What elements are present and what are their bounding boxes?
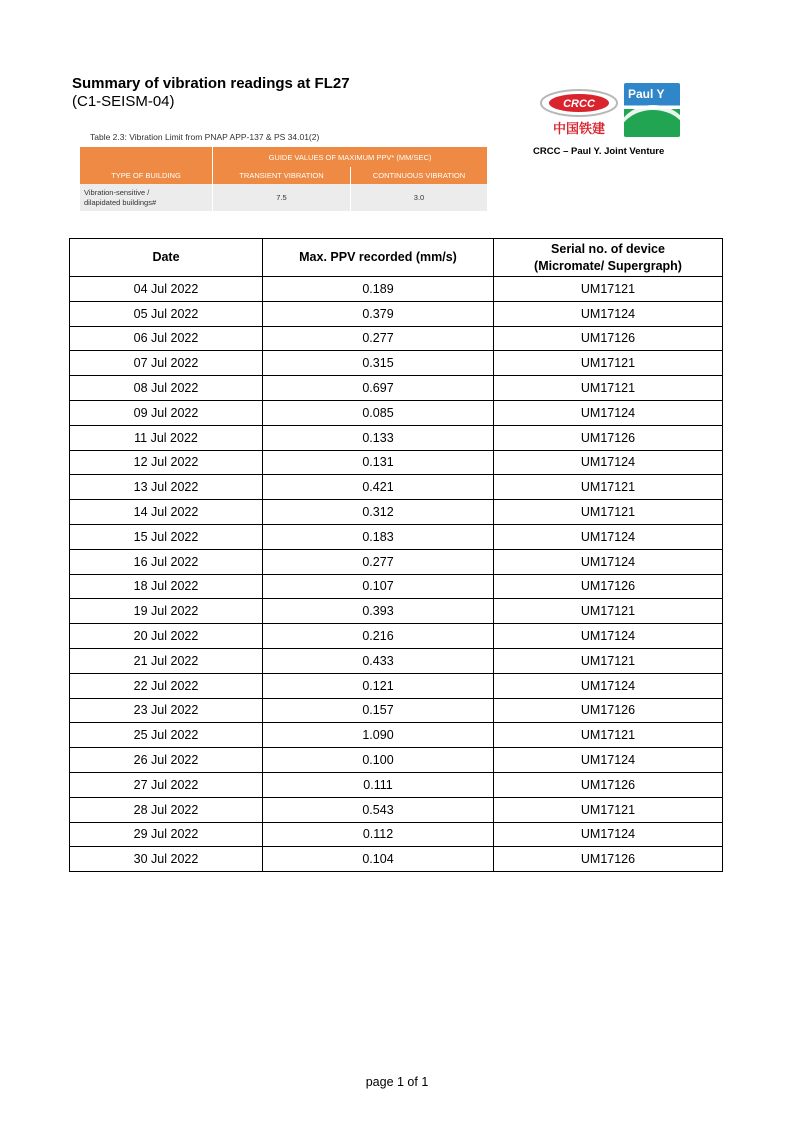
date-cell: 14 Jul 2022	[70, 500, 263, 525]
date-cell: 16 Jul 2022	[70, 549, 263, 574]
serial-cell: UM17124	[494, 549, 723, 574]
serial-cell: UM17121	[494, 475, 723, 500]
logo-block	[536, 83, 682, 139]
serial-cell: UM17121	[494, 500, 723, 525]
vibration-limit-table	[80, 147, 487, 211]
serial-cell: UM17124	[494, 400, 723, 425]
date-cell: 27 Jul 2022	[70, 772, 263, 797]
date-cell: 26 Jul 2022	[70, 748, 263, 773]
page-number: page 1 of 1	[365, 1075, 429, 1089]
date-cell: 20 Jul 2022	[70, 624, 263, 649]
date-cell: 09 Jul 2022	[70, 400, 263, 425]
table-row	[70, 376, 723, 401]
column-header-serial	[494, 239, 723, 277]
table-row	[70, 797, 723, 822]
building-type-line1: Vibration-sensitive /	[84, 187, 150, 197]
serial-header-line2: (Micromate/ Supergraph)	[534, 258, 682, 273]
document-subtitle: (C1-SEISM-04)	[72, 93, 175, 110]
ppv-cell: 0.393	[263, 599, 494, 624]
table-row	[70, 277, 723, 302]
serial-cell: UM17126	[494, 772, 723, 797]
serial-cell: UM17121	[494, 797, 723, 822]
date-cell: 04 Jul 2022	[70, 277, 263, 302]
date-cell: 23 Jul 2022	[70, 698, 263, 723]
date-cell: 07 Jul 2022	[70, 351, 263, 376]
serial-cell: UM17124	[494, 450, 723, 475]
ppv-cell: 0.277	[263, 549, 494, 574]
column-header-ppv: Max. PPV recorded (mm/s)	[263, 239, 494, 277]
crcc-chinese-name: 中国铁建	[552, 122, 606, 137]
ppv-cell: 0.216	[263, 624, 494, 649]
serial-cell: UM17124	[494, 624, 723, 649]
date-cell: 19 Jul 2022	[70, 599, 263, 624]
ppv-cell: 0.100	[263, 748, 494, 773]
serial-cell: UM17124	[494, 822, 723, 847]
ppv-cell: 0.312	[263, 500, 494, 525]
table-row	[70, 425, 723, 450]
date-cell: 11 Jul 2022	[70, 425, 263, 450]
ppv-cell: 0.157	[263, 698, 494, 723]
serial-cell: UM17126	[494, 847, 723, 872]
serial-cell: UM17121	[494, 723, 723, 748]
crcc-logo-text: CRCC	[563, 98, 595, 110]
serial-cell: UM17124	[494, 673, 723, 698]
ppv-cell: 0.111	[263, 772, 494, 797]
ppv-cell: 0.379	[263, 301, 494, 326]
table-row	[70, 326, 723, 351]
ppv-cell: 0.107	[263, 574, 494, 599]
serial-cell: UM17121	[494, 351, 723, 376]
table-row	[70, 772, 723, 797]
joint-venture-label: CRCC – Paul Y. Joint Venture	[533, 146, 665, 157]
serial-cell: UM17124	[494, 524, 723, 549]
ppv-cell: 0.183	[263, 524, 494, 549]
date-cell: 05 Jul 2022	[70, 301, 263, 326]
date-cell: 15 Jul 2022	[70, 524, 263, 549]
vibration-readings-table	[69, 238, 723, 872]
ppv-cell: 0.112	[263, 822, 494, 847]
table-row	[70, 450, 723, 475]
serial-cell: UM17126	[494, 326, 723, 351]
table-row	[70, 847, 723, 872]
ppv-cell: 0.121	[263, 673, 494, 698]
building-type-cell	[80, 184, 213, 211]
date-cell: 18 Jul 2022	[70, 574, 263, 599]
serial-cell: UM17126	[494, 698, 723, 723]
date-cell: 25 Jul 2022	[70, 723, 263, 748]
table-row	[70, 648, 723, 673]
ppv-cell: 0.133	[263, 425, 494, 450]
date-cell: 21 Jul 2022	[70, 648, 263, 673]
table-row	[70, 748, 723, 773]
ppv-cell: 0.085	[263, 400, 494, 425]
serial-cell: UM17121	[494, 648, 723, 673]
date-cell: 08 Jul 2022	[70, 376, 263, 401]
table-row	[70, 351, 723, 376]
table-row	[70, 500, 723, 525]
guide-values-header: GUIDE VALUES OF MAXIMUM PPV* (MM/SEC)	[213, 147, 488, 167]
serial-cell: UM17126	[494, 574, 723, 599]
table-row	[70, 822, 723, 847]
table-row	[70, 698, 723, 723]
pauly-logo-icon	[624, 83, 680, 137]
continuous-vibration-header: CONTINUOUS VIBRATION	[351, 167, 488, 184]
table-row	[70, 301, 723, 326]
table-row	[70, 574, 723, 599]
date-cell: 12 Jul 2022	[70, 450, 263, 475]
column-header-date: Date	[70, 239, 263, 277]
table-row	[70, 400, 723, 425]
serial-cell: UM17121	[494, 277, 723, 302]
ppv-cell: 0.421	[263, 475, 494, 500]
continuous-limit-value: 3.0	[351, 184, 488, 211]
ppv-cell: 0.189	[263, 277, 494, 302]
serial-cell: UM17121	[494, 376, 723, 401]
document-title: Summary of vibration readings at FL27	[72, 75, 350, 92]
transient-limit-value: 7.5	[213, 184, 351, 211]
table-row	[70, 624, 723, 649]
table-header-row	[70, 239, 723, 277]
date-cell: 28 Jul 2022	[70, 797, 263, 822]
table-row	[70, 475, 723, 500]
date-cell: 13 Jul 2022	[70, 475, 263, 500]
ppv-cell: 0.104	[263, 847, 494, 872]
ppv-cell: 0.277	[263, 326, 494, 351]
crcc-logo-icon	[536, 85, 622, 137]
table-row	[70, 723, 723, 748]
date-cell: 29 Jul 2022	[70, 822, 263, 847]
table-row	[70, 549, 723, 574]
date-cell: 06 Jul 2022	[70, 326, 263, 351]
serial-cell: UM17121	[494, 599, 723, 624]
serial-cell: UM17124	[494, 301, 723, 326]
table-row	[70, 524, 723, 549]
building-type-line2: dilapidated buildings#	[84, 197, 157, 207]
table-row	[70, 599, 723, 624]
ppv-cell: 1.090	[263, 723, 494, 748]
ppv-cell: 0.697	[263, 376, 494, 401]
ppv-cell: 0.433	[263, 648, 494, 673]
type-of-building-header: TYPE OF BUILDING	[80, 167, 213, 184]
ppv-cell: 0.131	[263, 450, 494, 475]
date-cell: 30 Jul 2022	[70, 847, 263, 872]
ppv-cell: 0.315	[263, 351, 494, 376]
date-cell: 22 Jul 2022	[70, 673, 263, 698]
ppv-cell: 0.543	[263, 797, 494, 822]
transient-vibration-header: TRANSIENT VIBRATION	[213, 167, 351, 184]
serial-header-line1: Serial no. of device	[551, 241, 665, 256]
serial-cell: UM17126	[494, 425, 723, 450]
serial-cell: UM17124	[494, 748, 723, 773]
table-row	[70, 673, 723, 698]
limit-table-caption: Table 2.3: Vibration Limit from PNAP APP-137 & PS 34.01(2)	[90, 132, 320, 142]
pauly-logo-text: Paul Y	[628, 87, 665, 101]
